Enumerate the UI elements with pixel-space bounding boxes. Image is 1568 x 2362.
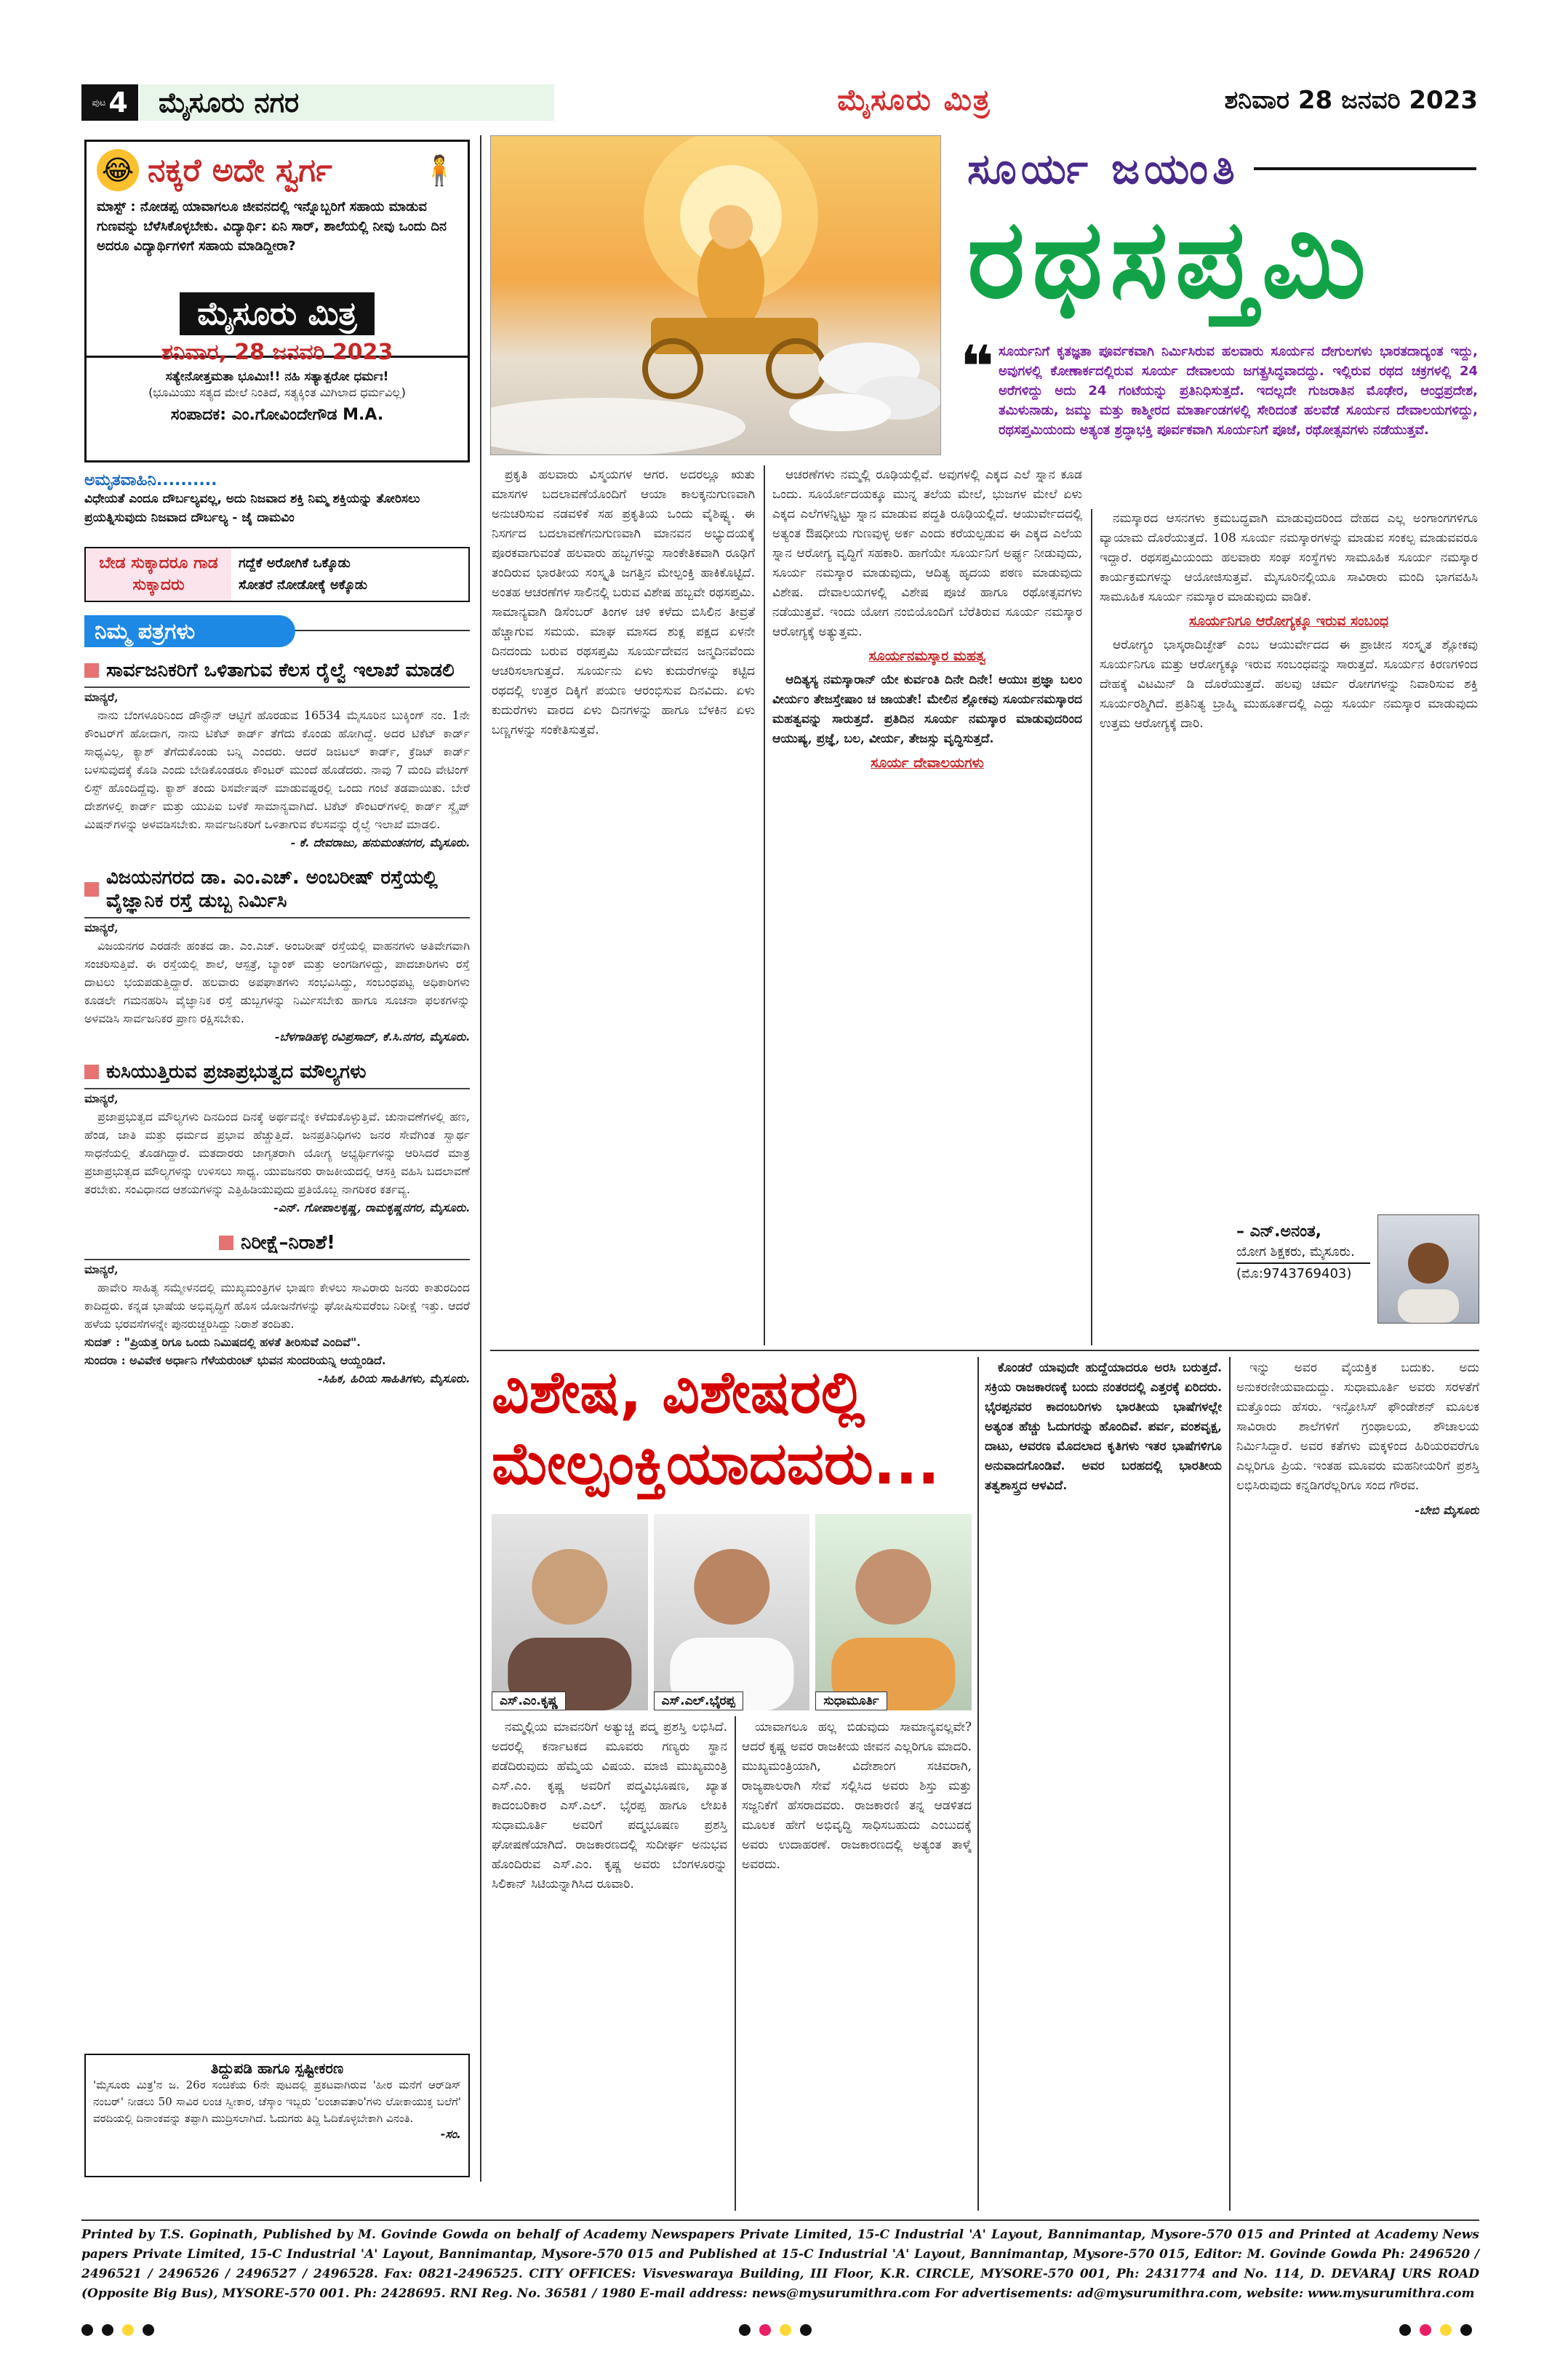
letter-2 bbox=[84, 862, 470, 1046]
letter-4-title-text: ನಿರೀಕ್ಷೆ–ನಿರಾಶೆ! bbox=[241, 1232, 335, 1254]
letter-4-salute: ಮಾನ್ಯರೆ, bbox=[84, 1262, 119, 1276]
feature-intro-text: ಸೂರ್ಯನಿಗೆ ಕೃತಜ್ಞತಾ ಪೂರ್ವಕವಾಗಿ ನಿರ್ಮಿಸಿರುವ ಹಲವಾರು ಸೂರ್ಯನ ದೇಗುಲಗಳು ಭಾರತದಾದ್ಯಂತ ಇದ್ದು, ಅವುಗಳಲ್ಲಿ ಕೋಣಾರ್ಕದಲ್ಲಿರುವ ಸೂರ್ಯ ದೇವಾಲಯ ಜಗತ್ಪ್ರಸಿದ್ಧವಾದದ್ದು. ಇಲ್ಲಿರುವ ರಥದ ಚಕ್ರಗಳಲ್ಲಿ 24 ಅರೆಗಳಿದ್ದು ಅದು 24 ಗಂಟೆಯನ್ನು ಪ್ರತಿನಿಧಿಸುತ್ತದೆ. ಇದಲ್ಲದೇ ಗುಜರಾತಿನ ಮೊಢೇರ, ಆಂಧ್ರಪ್ರದೇಶ, ತಮಿಳುನಾಡು, ಜಮ್ಮು ಮತ್ತು ಕಾಶ್ಮೀರದ ಮಾರ್ತಾಂಡಗಳಲ್ಲಿ ಸೇರಿದಂತೆ ಹಲವೆಡೆ ಸೂರ್ಯನ ದೇವಾಲಯಗಳಿದ್ದು, ರಥಸಪ್ತಮಿಯಂದು ಅತ್ಯಂತ ಶ್ರದ್ಧಾಭಕ್ತಿ ಪೂರ್ವಕವಾಗಿ ಸೂರ್ಯನಿಗೆ ಪೂಜೆ, ರಥೋತ್ಸವಗಳು ನಡೆಯುತ್ತವೆ. bbox=[998, 344, 1478, 438]
photo-caption-2: ಎಸ್.ಎಲ್.ಭೈರಪ್ಪ bbox=[654, 1692, 743, 1710]
letter-1-author: - ಕೆ. ದೇವರಾಜು, ಹನುಮಂತನಗರ, ಮೈಸೂರು. bbox=[290, 836, 470, 849]
correction-title: ತಿದ್ದುಪಡಿ ಹಾಗೂ ಸ್ಪಷ್ಟೀಕರಣ bbox=[210, 2059, 344, 2077]
feature-kicker: ಸೂರ್ಯ ಜಯಂತಿ bbox=[967, 143, 1239, 193]
subhead-health: ಸೂರ್ಯನಿಗೂ ಆರೋಗ್ಯಕ್ಕೂ ಇರುವ ಸಂಬಂಧ bbox=[1188, 613, 1389, 629]
article2-col-3 bbox=[985, 1358, 1222, 2211]
letter-2-body bbox=[84, 918, 470, 1046]
editor-line: ಸಂಪಾದಕ: ಎಂ.ಗೋವಿಂದೇಗೌಡ M.A. bbox=[170, 406, 384, 424]
article2-col-2-text: ಯಾವಾಗಲೂ ಹಲ್ಲ ಬಿಡುವುದು ಸಾಮಾನ್ಯವಲ್ಲವೇ? ಆದರೆ ಕೃಷ್ಣ ಅವರ ರಾಜಕೀಯ ಜೀವನ ಎಲ್ಲರಿಗೂ ಮಾದರಿ. ಮುಖ್ಯಮಂತ್ರಿಯಾಗಿ, ವಿದೇಶಾಂಗ ಸಚಿವರಾಗಿ, ರಾಜ್ಯಪಾಲರಾಗಿ ಸೇವೆ ಸಲ್ಲಿಸಿದ ಅವರು ಶಿಸ್ತು ಮತ್ತು ಸಜ್ಜನಿಕೆಗೆ ಹೆಸರಾದವರು. ರಾಜಕಾರಣಿ ತನ್ನ ಆಡಳಿತದ ಮೂಲಕ ಹೇಗೆ ಅಭಿವೃದ್ಧಿ ಸಾಧಿಸಬಹುದು ಎಂಬುದಕ್ಕೆ ಅವರು ಉದಾಹರಣೆ. ರಾಜಕಾರಣದಲ್ಲಿ ಅತ್ಯಂತ ತಾಳ್ಮೆ ಅವರದು. bbox=[742, 1720, 972, 1872]
sun-chariot-illustration bbox=[490, 135, 941, 455]
footer-imprint: Printed by T.S. Gopinath, Published by M. Govinde Gowda on behalf of Academy Newspapers Private Limited, 15-C Industrial 'A' Layout, Bannimantap, Mysore-570 015 and Printed at Academy News papers Private Limited, 15-C Industrial 'A' Layout, Bannimantap, Mysore-570 015 and Published at 15-C Industrial 'A' Layout, Bannimantap, Mysore-570 015, Editor: M. Govinde Gowda Ph: 2496520 / 2496521 / 2496526 / 2496527 / 2496528. Fax: 0821-2496525. CITY OFFICES: Visveswaraya Building, III Floor, K.R. CIRCLE, MYSORE-570 001, Ph: 2431774 and No. 114, D. DEVARAJ URS ROAD (Opposite Big Bus), MYSORE-570 001. Ph: 2428695. RNI Reg. No. 36581 / 1980 E-mail address: news@mysurumithra.com For advertisements: ad@mysurumithra.com, website: www.mysurumithra.com bbox=[81, 2227, 1479, 2301]
letters-header-rule bbox=[295, 630, 470, 631]
article2-rule-2 bbox=[977, 1357, 979, 2211]
footer-rule bbox=[81, 2219, 1479, 2221]
letter-2-title bbox=[84, 862, 470, 918]
black-dot-icon bbox=[143, 2324, 154, 2336]
feature-col-2 bbox=[772, 465, 1082, 1345]
scarecrow-icon: 🧍 bbox=[421, 153, 457, 188]
photo-sl-bhyrappa bbox=[654, 1514, 810, 1710]
magenta-dot-icon bbox=[1420, 2324, 1431, 2336]
black-dot-icon bbox=[1399, 2324, 1411, 2336]
bullet-square-icon bbox=[84, 882, 99, 897]
letter-2-salute: ಮಾನ್ಯರೆ, bbox=[84, 921, 119, 934]
masthead: ಮೈಸೂರು ಮಿತ್ರ bbox=[837, 83, 991, 117]
black-dot-icon bbox=[739, 2324, 751, 2336]
motto-line-1: ಸತ್ಯೇನೋತ್ತಮತಾ ಭೂಮಿಃ!! ನಹಿ ಸತ್ಯಾತ್ಪರೋ ಧರ್ಮಃ! bbox=[165, 369, 389, 384]
bullet-square-icon bbox=[84, 1065, 99, 1079]
bullet-square-icon bbox=[84, 663, 99, 678]
feature-col-2-text: ಆಚರಣೆಗಳು ನಮ್ಮಲ್ಲಿ ರೂಢಿಯಲ್ಲಿವೆ. ಅವುಗಳಲ್ಲಿ ಎಕ್ಕದ ಎಲೆ ಸ್ನಾನ ಕೂಡ ಒಂದು. ಸೂರ್ಯೋದಯಕ್ಕೂ ಮುನ್ನ ತಲೆಯ ಮೇಲೆ, ಭುಜಗಳ ಮೇಲೆ ಏಳು ಎಕ್ಕದ ಎಲೆಗಳನ್ನಿಟ್ಟು ಸ್ನಾನ ಮಾಡುವ ಪದ್ಧತಿ ರೂಢಿಯಲ್ಲಿದೆ. ಆಯುರ್ವೇದದಲ್ಲಿ ಅತ್ಯಂತ ಔಷಧೀಯ ಗುಣವುಳ್ಳ ಅರ್ಕ ಎಂದು ಕರೆಯಲ್ಪಡುವ ಈ ಎಕ್ಕದ ಎಲೆಯ ಸ್ನಾನ ಆರೋಗ್ಯ ವೃದ್ಧಿಗೆ ಸಹಕಾರಿ. ಹಾಗೆಯೇ ಸೂರ್ಯನಿಗೆ ಅರ್ಘ್ಯ ನೀಡುವುದು, ಸೂರ್ಯ ನಮಸ್ಕಾರ ಮಾಡುವುದು, ಆದಿತ್ಯ ಹೃದಯ ಪಠಣ ಮಾಡುವುದು ವಿಶೇಷ. ದೇವಾಲಯಗಳಲ್ಲಿ ವಿಶೇಷ ಪೂಜೆ ಹಾಗೂ ರಥೋತ್ಸವಗಳು ನಡೆಯುತ್ತವೆ. ಇಂದು ಯೋಗ ನಂಬಿಯೊಂದಿಗೆ ಬೆರೆತಿರುವ ಸೂರ್ಯ ನಮಸ್ಕಾರ ಆರೋಗ್ಯಕ್ಕೆ ಅತ್ಯುತ್ತಮ. bbox=[772, 468, 1082, 639]
letters-header: ನಿಮ್ಮ ಪತ್ರಗಳು bbox=[84, 615, 295, 647]
yellow-dot-icon bbox=[1440, 2324, 1452, 2336]
article2-col-1-text: ನಮ್ಮಲ್ಲಿಯ ಮಾವನರಿಗೆ ಅತ್ಯುಚ್ಚ ಪದ್ಮ ಪ್ರಶಸ್ತಿ ಲಭಿಸಿದೆ. ಅದರಲ್ಲಿ ಕರ್ನಾಟಕದ ಮೂವರು ಗಣ್ಯರು ಸ್ಥಾನ ಪಡೆದಿರುವುದು ಹೆಮ್ಮೆಯ ವಿಷಯ. ಮಾಜಿ ಮುಖ್ಯಮಂತ್ರಿ ಎಸ್.ಎಂ. ಕೃಷ್ಣ ಅವರಿಗೆ ಪದ್ಮವಿಭೂಷಣ, ಖ್ಯಾತ ಕಾದಂಬರಿಕಾರ ಎಸ್.ಎಲ್. ಭೈರಪ್ಪ ಹಾಗೂ ಲೇಖಕಿ ಸುಧಾಮೂರ್ತಿ ಅವರಿಗೆ ಪದ್ಮಭೂಷಣ ಪ್ರಶಸ್ತಿ ಘೋಷಣೆಯಾಗಿದೆ. ರಾಜಕಾರಣದಲ್ಲಿ ಸುದೀರ್ಘ ಅನುಭವ ಹೊಂದಿರುವ ಎಸ್.ಎಂ. ಕೃಷ್ಣ ಅವರು ಬೆಂಗಳೂರನ್ನು ಸಿಲಿಕಾನ್ ಸಿಟಿಯನ್ನಾಗಿಸಿದ ರೂವಾರಿ. bbox=[492, 1720, 727, 1891]
correction-author: -ಸಂ. bbox=[440, 2127, 461, 2141]
letter-4-quote-2: ಸುಂದರಾ : ಅವಿವೇಕ ಅರ್ಧಾನಿ ಗೆಳೆಯರುಂಟ್ ಭುವನ ಸುಂದರಿಯನ್ನಿ ಆಯ್ದಂಡಿದೆ. bbox=[84, 1353, 386, 1367]
subhead-temples: ಸೂರ್ಯ ದೇವಾಲಯಗಳು bbox=[871, 755, 984, 771]
letter-3-body bbox=[84, 1089, 470, 1217]
amrutha-text: ವಿಧೇಯತೆ ಎಂದೂ ದೌರ್ಬಲ್ಯವಲ್ಲ, ಅದು ನಿಜವಾದ ಶಕ್ತಿ ನಿಮ್ಮ ಶಕ್ತಿಯನ್ನು ತೋರಿಸಲು ಪ್ರಯತ್ನಿಸುವುದು ನಿಜವಾದ ದೌರ್ಬಲ್ಯ - ಜೈ ದಾಮವಿಂ bbox=[84, 492, 420, 525]
paper-date: ಶನಿವಾರ, 28 ಜನವರಿ 2023 bbox=[161, 340, 393, 365]
letter-1-body bbox=[84, 688, 470, 852]
feature-col-2b-text: ಆದಿತ್ಯಸ್ಯ ನಮಸ್ಕಾರಾನ್ ಯೇ ಕುರ್ವಂತಿ ದಿನೇ ದಿನೇ! ಆಯುಃ ಪ್ರಜ್ಞಾ ಬಲಂ ವೀರ್ಯಂ ತೇಜಸ್ತೇಷಾಂ ಚ ಜಾಯತೇ! ಮೇಲಿನ ಶ್ಲೋಕವು ಸೂರ್ಯನಮಸ್ಕಾರದ ಮಹತ್ವವನ್ನು ಸಾರುತ್ತದೆ. ಪ್ರತಿದಿನ ಸೂರ್ಯ ನಮಸ್ಕಾರ ಮಾಡುವುದರಿಂದ ಆಯುಷ್ಯ, ಪ್ರಜ್ಞೆ, ಬಲ, ವೀರ್ಯ, ತೇಜಸ್ಸು ವೃದ್ಧಿಸುತ್ತದೆ. bbox=[772, 673, 1082, 746]
article2-rule-1 bbox=[735, 1716, 736, 2211]
black-dot-icon bbox=[800, 2324, 812, 2336]
article2-col-4-text: ಇನ್ನು ಅವರ ವೈಯಕ್ತಿಕ ಬದುಕು. ಅದು ಅನುಕರಣೀಯವಾದುದ್ದು. ಸುಧಾಮೂರ್ತಿ ಅವರು ಸರಳತೆಗೆ ಮತ್ತೊಂದು ಹೆಸರು. ಇನ್ಫೋಸಿಸ್ ಫೌಂಡೇಶನ್ ಮೂಲಕ ಸಾವಿರಾರು ಶಾಲೆಗಳಿಗೆ ಗ್ರಂಥಾಲಯ, ಶೌಚಾಲಯ ನಿರ್ಮಿಸಿದ್ದಾರೆ. ಅವರ ಕತೆಗಳು ಮಕ್ಕಳಿಂದ ಹಿರಿಯರವರೆಗೂ ಎಲ್ಲರಿಗೂ ಪ್ರಿಯ. ಇಂತಹ ಮೂವರು ಮಹನೀಯರಿಗೆ ಪ್ರಶಸ್ತಿ ಲಭಿಸಿರುವುದು ಕನ್ನಡಿಗರೆಲ್ಲರಿಗೂ ಸಂದ ಗೌರವ. bbox=[1236, 1361, 1479, 1493]
photo-sudha-murthy bbox=[815, 1514, 972, 1710]
paper-name: ಮೈಸೂರು ಮಿತ್ರ bbox=[180, 292, 374, 335]
amrutha-title: ಅಮೃತವಾಹಿನಿ.......... bbox=[84, 471, 217, 489]
article2-headline-1: ವಿಶೇಷ, ವಿಶೇಷರಲ್ಲಿ bbox=[492, 1358, 865, 1426]
page-label: ಪುಟ bbox=[92, 97, 106, 108]
letter-3-author: -ಎನ್. ಗೋಪಾಲಕೃಷ್ಣ, ರಾಮಕೃಷ್ಣನಗರ, ಮೈಸೂರು. bbox=[273, 1201, 470, 1214]
letter-4-body bbox=[84, 1260, 470, 1388]
feature-kicker-row bbox=[967, 140, 1476, 198]
letter-3 bbox=[84, 1056, 470, 1217]
letters-column bbox=[84, 654, 470, 2211]
humor-title: ನಕ್ಕರೆ ಅದೇ ಸ್ವರ್ಗ bbox=[148, 151, 332, 189]
feature-title: ರಥಸಪ್ತಮಿ bbox=[967, 196, 1374, 323]
humor-text: ಮಾಸ್ಟ್ : ನೋಡಪ್ಪ ಯಾವಾಗಲೂ ಜೀವನದಲ್ಲಿ ಇನ್ನೊಬ್ಬರಿಗೆ ಸಹಾಯ ಮಾಡುವ ಗುಣವನ್ನು ಬೆಳೆಸಿಕೊಳ್ಳಬೇಕು. ವಿದ್ಯಾರ್ಥಿ: ಏನಿ ಸಾರ್, ಶಾಲೆಯಲ್ಲಿ ನೀವು ಒಂದು ದಿನ ಅದರೂ ವಿದ್ಯಾರ್ಥಿಗಳಿಗೆ ಸಹಾಯ ಮಾಡಿದ್ದೀರಾ? bbox=[97, 199, 447, 254]
registration-dots-right bbox=[1399, 2324, 1472, 2336]
letter-4-author: -ಸಿಹಿಕ, ಹಿರಿಯ ಸಾಹಿತಿಗಳು, ಮೈಸೂರು. bbox=[317, 1372, 470, 1385]
portrait-icon bbox=[654, 1514, 810, 1710]
page-number: 4 bbox=[108, 87, 128, 119]
bullet-square-icon bbox=[219, 1236, 233, 1250]
author-role: ಯೋಗ ಶಿಕ್ಷಕರು, ಮೈಸೂರು. bbox=[1236, 1242, 1370, 1264]
author-name: – ಎನ್.ಅನಂತ, bbox=[1236, 1222, 1321, 1241]
author-photo bbox=[1377, 1214, 1479, 1324]
registration-dots-center bbox=[739, 2324, 812, 2336]
registration-dots-left bbox=[81, 2324, 154, 2336]
article2-col-1 bbox=[492, 1718, 727, 2211]
proverb-left: ಬೇಡ ಸುಕ್ಕಾದರೂ ಗಾಡ ಸುಕ್ಕಾದರು bbox=[86, 548, 231, 601]
yellow-dot-icon bbox=[780, 2324, 791, 2336]
letter-4 bbox=[84, 1227, 470, 1388]
article2-col-2 bbox=[742, 1718, 972, 2211]
portrait-icon bbox=[815, 1514, 972, 1710]
letter-2-title-text: ವಿಜಯನಗರದ ಡಾ. ಎಂ.ಎಚ್. ಅಂಬರೀಷ್ ರಸ್ತೆಯಲ್ಲಿ ವೈಜ್ಞಾನಿಕ ರಸ್ತೆ ಡುಬ್ಬ ನಿರ್ಮಿಸಿ bbox=[106, 867, 438, 912]
motto-line-2: (ಭೂಮಿಯು ಸತ್ಯದ ಮೇಲೆ ನಿಂತಿದೆ, ಸತ್ಯಕ್ಕಿಂತ ಮಿಗಿಲಾದ ಧರ್ಮವಿಲ್ಲ) bbox=[148, 385, 406, 399]
feature-col-1-text: ಪ್ರಕೃತಿ ಹಲವಾರು ವಿಸ್ಮಯಗಳ ಆಗರ. ಅದರಲ್ಲೂ ಋತು ಮಾಸಗಳ ಬದಲಾವಣೆಯೊಂದಿಗೆ ಆಯಾ ಕಾಲಕ್ಕನುಗುಣವಾಗಿ ಅನುಚರಿಸುವ ನಡವಳಿಕೆ ಸಹ ಪ್ರಕೃತಿಯ ಒಂದು ವೈಶಿಷ್ಟ್ಯ. ಈ ನಿಸರ್ಗದ ಬದಲಾವಣೆಗನುಗುಣವಾಗಿ ಮಾನವನ ಅಭ್ಯುದಯಕ್ಕೆ ಪೂರಕವಾಗುವಂತೆ ಹಲವಾರು ಹಬ್ಬಗಳನ್ನು ಸಾಂಕೇತಿಕವಾಗಿ ರೂಢಿಗೆ ತಂದಿರುವ ಭಾರತೀಯ ಸಂಸ್ಕೃತಿ ಜಗತ್ತಿನ ಮೇಲ್ಪಂಕ್ತಿ ಹಾಕಿಕೊಟ್ಟಿದೆ. ಅಂತಹ ಆಚರಣೆಗಳ ಸಾಲಿನಲ್ಲಿ ಬರುವ ವಿಶೇಷ ಹಬ್ಬವೇ ರಥಸಪ್ತಮಿ. ಸಾಮಾನ್ಯವಾಗಿ ಡಿಸೆಂಬರ್ ತಿಂಗಳ ಚಳಿ ಕಳೆದು ಬಿಸಿಲಿನ ತೀವ್ರತೆ ಹೆಚ್ಚಾಗುವ ಸಮಯ. ಮಾಘ ಮಾಸದ ಶುಕ್ಲ ಪಕ್ಷದ ಏಳನೇ ದಿನದಂದು ಬರುವ ರಥಸಪ್ತಮಿ ಸೂರ್ಯದೇವನ ಜನ್ಮದಿನವೆಂದು ಆಚರಿಸಲಾಗುತ್ತದೆ. ಸೂರ್ಯನು ಏಳು ಕುದುರೆಗಳನ್ನು ಕಟ್ಟಿದ ರಥದಲ್ಲಿ ಉತ್ತರ ದಿಕ್ಕಿಗೆ ಪಯಣ ಆರಂಭಿಸುವ ದಿನವಿದು. ಏಳು ಕುದುರೆಗಳು ವಾರದ ಏಳು ದಿನಗಳನ್ನು ಹಾಗೂ ಬೆಳಕಿನ ಏಳು ಬಣ್ಣಗಳನ್ನು ಸಂಕೇತಿಸುತ್ತವೆ. bbox=[492, 468, 755, 737]
letter-2-text: ವಿಜಯನಗರ ಎರಡನೇ ಹಂತದ ಡಾ. ಎಂ.ಎಚ್. ಅಂಬರೀಷ್ ರಸ್ತೆಯಲ್ಲಿ ವಾಹನಗಳು ಅತಿವೇಗವಾಗಿ ಸಂಚರಿಸುತ್ತಿವೆ. ಈ ರಸ್ತೆಯಲ್ಲಿ ಶಾಲೆ, ಆಸ್ಪತ್ರೆ, ಬ್ಯಾಂಕ್ ಮತ್ತು ಅಂಗಡಿಗಳಿದ್ದು, ಪಾದಚಾರಿಗಳು ರಸ್ತೆ ದಾಟಲು ಭಯಪಡುತ್ತಿದ್ದಾರೆ. ಹಲವಾರು ಅಪಘಾತಗಳು ಸಂಭವಿಸಿದ್ದು, ಸಂಬಂಧಪಟ್ಟ ಅಧಿಕಾರಿಗಳು ಕೂಡಲೇ ಗಮನಹರಿಸಿ ವೈಜ್ಞಾನಿಕ ರಸ್ತೆ ಡುಬ್ಬಗಳನ್ನು ನಿರ್ಮಿಸಬೇಕು ಹಾಗೂ ಸೂಚನಾ ಫಲಕಗಳನ್ನು ಅಳವಡಿಸಿ ಸಾರ್ವಜನಿಕರ ಪ್ರಾಣ ರಕ್ಷಿಸಬೇಕು. bbox=[84, 939, 470, 1025]
correction-box bbox=[84, 2054, 470, 2177]
feature-bottom-rule bbox=[490, 1350, 1479, 1351]
article2-col-4 bbox=[1236, 1358, 1479, 2187]
photo-caption-3: ಸುಧಾಮೂರ್ತಿ bbox=[815, 1692, 887, 1710]
letter-1-salute: ಮಾನ್ಯರೆ, bbox=[84, 690, 119, 704]
letter-3-text: ಪ್ರಜಾಪ್ರಭುತ್ವದ ಮೌಲ್ಯಗಳು ದಿನದಿಂದ ದಿನಕ್ಕೆ ಅರ್ಥವನ್ನೇ ಕಳೆದುಕೊಳ್ಳುತ್ತಿವೆ. ಚುನಾವಣೆಗಳಲ್ಲಿ ಹಣ, ಹೆಂಡ, ಜಾತಿ ಮತ್ತು ಧರ್ಮದ ಪ್ರಭಾವ ಹೆಚ್ಚುತ್ತಿದೆ. ಜನಪ್ರತಿನಿಧಿಗಳು ಜನರ ಸೇವೆಗಿಂತ ಸ್ವಾರ್ಥ ಸಾಧನೆಯಲ್ಲಿ ತೊಡಗಿದ್ದಾರೆ. ಮತದಾರರು ಜಾಗೃತರಾಗಿ ಯೋಗ್ಯ ಅಭ್ಯರ್ಥಿಗಳನ್ನು ಆರಿಸಿದರೆ ಮಾತ್ರ ಪ್ರಜಾಪ್ರಭುತ್ವದ ಮೌಲ್ಯಗಳನ್ನು ಉಳಿಸಲು ಸಾಧ್ಯ. ಯುವಜನರು ರಾಜಕೀಯದಲ್ಲಿ ಆಸಕ್ತಿ ವಹಿಸಿ ಬದಲಾವಣೆ ತರಬೇಕು. ಸಂವಿಧಾನದ ಆಶಯಗಳನ್ನು ಎತ್ತಿಹಿಡಿಯುವುದು ಪ್ರತಿಯೊಬ್ಬ ನಾಗರಿಕರ ಕರ್ತವ್ಯ. bbox=[84, 1110, 470, 1196]
section-title: ಮೈಸೂರು ನಗರ bbox=[140, 84, 554, 121]
column-divider-left bbox=[480, 135, 481, 2182]
page-number-badge bbox=[81, 84, 138, 121]
portrait-icon bbox=[492, 1514, 648, 1710]
letter-4-quote-1: ಸುದತ್ : "ಪ್ರಿಯತ್ತ ರಿಗೂ ಒಂದು ನಿಮಿಷದಲ್ಲಿ ಹಳತೆ ತೀರಿಸುವೆ ಎಂದಿವೆ". bbox=[84, 1335, 361, 1349]
feature-col-3-text: ನಮಸ್ಕಾರದ ಆಸನಗಳು ಕ್ರಮಬದ್ಧವಾಗಿ ಮಾಡುವುದರಿಂದ ದೇಹದ ಎಲ್ಲ ಅಂಗಾಂಗಗಳಿಗೂ ವ್ಯಾಯಾಮ ದೊರೆಯುತ್ತದೆ. 108 ಸೂರ್ಯ ನಮಸ್ಕಾರಗಳನ್ನು ಮಾಡುವ ಸಂಕಲ್ಪ ಮಾಡುವವರೂ ಇದ್ದಾರೆ. ರಥಸಪ್ತಮಿಯಂದು ಹಲವಾರು ಸಂಘ ಸಂಸ್ಥೆಗಳು ಸಾಮೂಹಿಕ ಸೂರ್ಯ ನಮಸ್ಕಾರ ಕಾರ್ಯಕ್ರಮಗಳನ್ನು ಆಯೋಜಿಸುತ್ತವೆ. ಮೈಸೂರಿನಲ್ಲಿಯೂ ಸಾವಿರಾರು ಮಂದಿ ಭಾಗವಹಿಸಿ ಸಾಮೂಹಿಕ ಸೂರ್ಯ ನಮಸ್ಕಾರ ಮಾಡುವುದು ವಾಡಿಕೆ. bbox=[1100, 511, 1478, 604]
proverb-right-2: ಸೋತರೆ ನೋಡೋಕ್ಕೆ ಅಕ್ಕೊಡು bbox=[239, 577, 368, 593]
article2-author: -ಬೇಬಿ ಮೈಸೂರು bbox=[1415, 1503, 1479, 1517]
article2-col-3-text: ಕೊಂಡರೆ ಯಾವುದೇ ಹುದ್ದೆಯಾದರೂ ಅರಸಿ ಬರುತ್ತದೆ. ಸಕ್ರಿಯ ರಾಜಕಾರಣಕ್ಕೆ ಬಂದು ನಂತರದಲ್ಲಿ ಎತ್ತರಕ್ಕೆ ಏರಿದರು. ಭೈರಪ್ಪನವರ ಕಾದಂಬರಿಗಳು ಭಾರತೀಯ ಭಾಷೆಗಳಲ್ಲೇ ಅತ್ಯಂತ ಹೆಚ್ಚು ಓದುಗರನ್ನು ಹೊಂದಿವೆ. ಪರ್ವ, ವಂಶವೃಕ್ಷ, ದಾಟು, ಆವರಣ ಮೊದಲಾದ ಕೃತಿಗಳು ಇತರ ಭಾಷೆಗಳಿಗೂ ಅನುವಾದಗೊಂಡಿವೆ. ಅವರ ಬರಹದಲ್ಲಿ ಭಾರತೀಯ ತತ್ವಶಾಸ್ತ್ರದ ಆಳವಿದೆ. bbox=[985, 1361, 1222, 1493]
black-dot-icon bbox=[102, 2324, 113, 2336]
feature-col-rule-1 bbox=[764, 465, 765, 1345]
letter-1-text: ನಾನು ಬೆಂಗಳೂರಿನಿಂದ ಡೌನ್ಟೌನ್ ಆಟ್ಟಿಗೆ ಹೊರಡುವ 16534 ಮೈಸೂರಿನ ಬುಕ್ಕಿಂಗ್ ನಂ. 1ನೇ ಕೌಂಟರ್‌ಗೆ ಹೋದಾಗ, ನಾನು ಟಿಕೆಟ್ ಕಾರ್ಡ್ ತೆಗೆದು ಕೊಂಡು ಹೋಗಿದ್ದೆ. ಅದರ ಟಿಕೆಟ್ ಕಾರ್ಡ್ ಸಾಧ್ಯವಿಲ್ಲ, ಕ್ಯಾಶ್ ತೆಗೆದುಕೊಂಡು ಬನ್ನಿ ಎಂದರು. ಆದರೆ ಡಿಜಿಟಲ್ ಕಾರ್ಡ್, ಕ್ರೆಡಿಟ್ ಕಾರ್ಡ್ ಬಳಸುವುದಕ್ಕೆ ಕೊಡಿ ಎಂದು ಬೇಡಿಕೊಂಡರೂ ಕೌಂಟರ್ ಮುಂದೆ ಹೊಡೆದರು. ನಾವು 7 ಮಂದಿ ವೇಟಿಂಗ್ ಲಿಸ್ಟ್ ಹೊಂದಿದ್ದೆವು. ಕ್ಯಾಶ್ ತಂದು ರಿಸರ್ವೇಷನ್ ಮಾಡುವಷ್ಟರಲ್ಲಿ ಒಂದು ಗಂಟೆ ತಡವಾಯಿತು. ಬೇರೆ ದೇಶಗಳಲ್ಲಿ ಕಾರ್ಡ್ ಮತ್ತು ಯುಪಿಐ ಬಳಕೆ ಸಾಮಾನ್ಯವಾಗಿದೆ. ಟಿಕೆಟ್ ಕೌಂಟರ್‌ಗಳಲ್ಲಿ ಕಾರ್ಡ್ ಸ್ವೈಪ್ ಮಿಷನ್‌ಗಳನ್ನು ಅಳವಡಿಸಬೇಕು. ಸಾರ್ವಜನಿಕರಿಗೆ ಒಳಿತಾಗುವ ಕೆಲಸವನ್ನು ರೈಲ್ವೆ ಇಲಾಖೆ ಮಾಡಲಿ. bbox=[84, 708, 470, 831]
article2-headline-2: ಮೇಲ್ಪಂಕ್ತಿಯಾದವರು... bbox=[492, 1430, 940, 1497]
subhead-namaskara: ಸೂರ್ಯನಮಸ್ಕಾರ ಮಹತ್ವ bbox=[868, 648, 986, 664]
black-dot-icon bbox=[81, 2324, 93, 2336]
letter-2-author: -ಬೆಳಗಾಡಿಹಳ್ಳಿ ರವಿಪ್ರಸಾದ್, ಕೆ.ಸಿ.ನಗರ, ಮೈಸೂರು. bbox=[274, 1030, 470, 1044]
correction-body: 'ಮೈಸೂರು ಮಿತ್ರ'ನ ಜ. 26ರ ಸಂಚಿಕೆಯ 6ನೇ ಪುಟದಲ್ಲಿ ಪ್ರಕಟವಾಗಿರುವ 'ಹೀರ ಮನೆಗೆ ಆರ್‌ಡಿಸ್ ನಂಬರ್' ನೀಡಲು 50 ಸಾವಿರ ಲಂಚ ಸ್ವೀಕಾರ, ಚೆಸ್ಕಾಂ ಇಬ್ಬರು 'ಲಂಚಾವತಾರಿ'ಗಳು ಲೋಕಾಯುಕ್ತ ಬಲೆಗೆ' ವರದಿಯಲ್ಲಿ ದಿನಾಂಕವನ್ನು ತಪ್ಪಾಗಿ ಮುದ್ರಿಸಲಾಗಿದೆ. ಓದುಗರು ತಿದ್ದಿ ಓದಿಕೊಳ್ಳಬೇಕಾಗಿ ವಿನಂತಿ. bbox=[93, 2078, 461, 2125]
magenta-dot-icon bbox=[759, 2324, 771, 2336]
letter-4-text: ಹಾವೇರಿ ಸಾಹಿತ್ಯ ಸಮ್ಮೇಳನದಲ್ಲಿ ಮುಖ್ಯಮಂತ್ರಿಗಳ ಭಾಷಣ ಕೇಳಲು ಸಾವಿರಾರು ಜನರು ಕಾತುರದಿಂದ ಕಾದಿದ್ದರು. ಕನ್ನಡ ಭಾಷೆಯ ಅಭಿವೃದ್ಧಿಗೆ ಹೊಸ ಯೋಜನೆಗಳನ್ನು ಘೋಷಿಸುವರೆಂಬ ನಿರೀಕ್ಷೆ ಇತ್ತು. ಆದರೆ ಹಳೆಯ ಭರವಸೆಗಳನ್ನೇ ಪುನರುಚ್ಚರಿಸಿದ್ದು ನಿರಾಶೆ ತಂದಿತು. bbox=[84, 1281, 470, 1331]
open-quote-icon: ❝ bbox=[960, 333, 994, 401]
sun-god-chariot-icon bbox=[491, 136, 941, 455]
letter-1 bbox=[84, 654, 470, 852]
feature-col-3 bbox=[1100, 509, 1478, 1200]
letter-1-title-text: ಸಾರ್ವಜನಿಕರಿಗೆ ಒಳಿತಾಗುವ ಕೆಲಸ ರೈಲ್ವೆ ಇಲಾಖೆ ಮಾಡಲಿ bbox=[106, 660, 455, 681]
feature-col-1 bbox=[492, 465, 755, 1345]
laughing-face-icon: 😂 bbox=[97, 149, 139, 191]
article2-photos bbox=[492, 1514, 972, 1710]
letter-1-title bbox=[84, 654, 470, 688]
proverb-right bbox=[231, 548, 468, 601]
kicker-rule bbox=[1254, 167, 1476, 170]
yellow-dot-icon bbox=[122, 2324, 134, 2336]
author-phone: (ಮೊ:9743769403) bbox=[1236, 1266, 1352, 1281]
paper-info-box bbox=[84, 288, 470, 463]
photo-sm-krishna bbox=[492, 1514, 648, 1710]
page-header bbox=[81, 80, 1478, 125]
feature-col-3b-text: ಆರೋಗ್ಯಂ ಭಾಸ್ಕರಾದಿಚ್ಛೇತ್ ಎಂಬ ಆಯುರ್ವೇದದ ಈ ಪ್ರಾಚೀನ ಸಂಸ್ಕೃತ ಶ್ಲೋಕವು ಸೂರ್ಯನಿಗೂ ಮತ್ತು ಆರೋಗ್ಯಕ್ಕೂ ಇರುವ ಸಂಬಂಧವನ್ನು ಸಾರುತ್ತದೆ. ಸೂರ್ಯನ ಕಿರಣಗಳಿಂದ ದೇಹಕ್ಕೆ ವಿಟಮಿನ್ ಡಿ ದೊರೆಯುತ್ತದೆ. ಹಲವು ಚರ್ಮ ರೋಗಗಳನ್ನು ನಿವಾರಿಸುವ ಶಕ್ತಿ ಸೂರ್ಯರಶ್ಮಿಗಿದೆ. ಪ್ರತಿನಿತ್ಯ ಬ್ರಾಹ್ಮಿ ಮುಹೂರ್ತದಲ್ಲಿ ಎದ್ದು ಸೂರ್ಯ ನಮಸ್ಕಾರ ಮಾಡುವುದು ಉತ್ತಮ ಆರೋಗ್ಯಕ್ಕೆ ದಾರಿ. bbox=[1100, 638, 1478, 731]
letter-3-title bbox=[84, 1056, 470, 1089]
photo-caption-1: ಎಸ್.ಎಂ.ಕೃಷ್ಣ bbox=[492, 1692, 566, 1710]
proverb-box bbox=[84, 547, 470, 602]
person-icon bbox=[1385, 1228, 1472, 1323]
letter-4-title bbox=[84, 1227, 470, 1260]
article2-headline bbox=[492, 1357, 972, 1502]
amrutha-box bbox=[84, 471, 470, 544]
header-date: ಶನಿವಾರ 28 ಜನವರಿ 2023 bbox=[1224, 86, 1478, 115]
letter-3-title-text: ಕುಸಿಯುತ್ತಿರುವ ಪ್ರಜಾಪ್ರಭುತ್ವದ ಮೌಲ್ಯಗಳು bbox=[106, 1061, 367, 1083]
humor-title-row bbox=[97, 149, 457, 191]
black-dot-icon bbox=[1460, 2324, 1472, 2336]
proverb-right-1: ಗದ್ದೆಕೆ ಅರೋಗಿಕೆ ಒಕ್ಕೊಡು bbox=[239, 556, 351, 571]
letter-3-salute: ಮಾನ್ಯರೆ, bbox=[84, 1092, 119, 1105]
article2-rule-3 bbox=[1229, 1357, 1231, 2211]
author-box bbox=[1236, 1214, 1479, 1338]
author-info bbox=[1236, 1214, 1370, 1338]
feature-col-rule-2 bbox=[1091, 509, 1092, 1345]
